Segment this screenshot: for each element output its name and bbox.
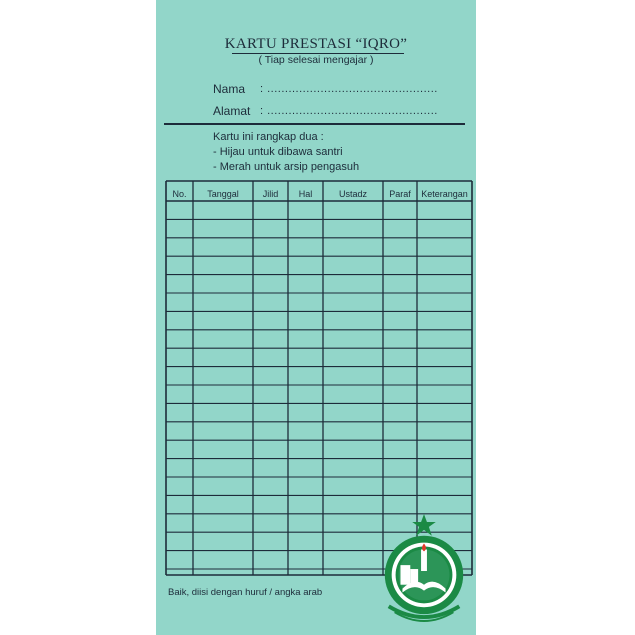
card-subtitle: ( Tiap selesai mengajar ) [258, 54, 374, 66]
col-header-signature: Paraf [389, 189, 411, 199]
address-label: Alamat [213, 104, 251, 118]
star-crescent-book-emblem-icon [375, 512, 473, 630]
name-field[interactable]: : ................................................ [260, 83, 438, 95]
col-header-volume: Jilid [262, 189, 279, 199]
copy-note-green: - Hijau untuk dibawa santri [213, 146, 343, 158]
address-field[interactable]: : ................................................ [260, 105, 438, 117]
copy-note-red: - Merah untuk arsip pengasuh [213, 161, 360, 173]
footer-note: Baik, diisi dengan huruf / angka arab [168, 587, 323, 598]
card-title: KARTU PRESTASI “IQRO” [224, 36, 408, 52]
col-header-page: Hal [298, 189, 313, 199]
col-header-teacher: Ustadz [338, 189, 367, 199]
col-header-no: No. [172, 189, 187, 199]
name-label: Nama [213, 82, 246, 96]
col-header-remarks: Keterangan [421, 189, 468, 199]
achievement-card [156, 0, 476, 635]
col-header-date: Tanggal [207, 189, 239, 199]
copy-note-heading: Kartu ini rangkap dua : [213, 131, 324, 143]
